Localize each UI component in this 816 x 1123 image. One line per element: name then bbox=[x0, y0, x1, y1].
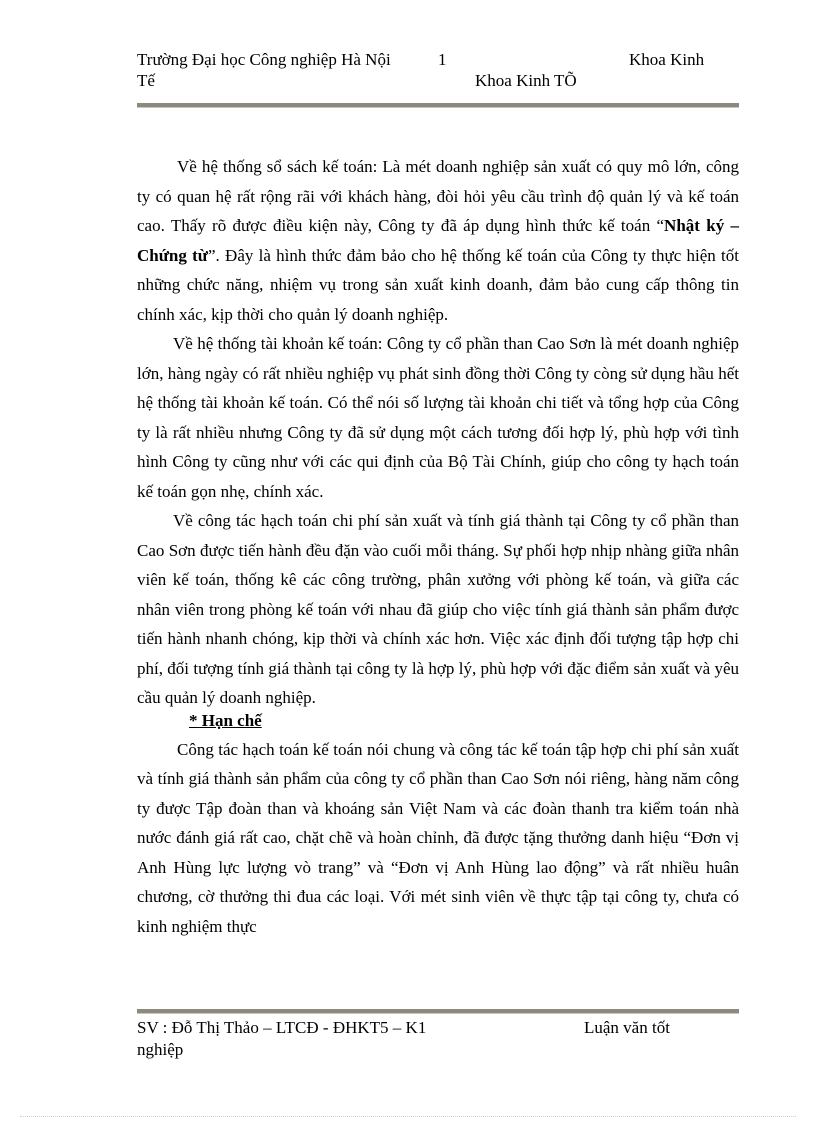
section-heading: * Hạn chế bbox=[189, 710, 262, 730]
header-page-number: 1 bbox=[438, 50, 447, 69]
page-bottom-border bbox=[20, 1116, 796, 1117]
header-faculty-center: Khoa Kinh TÕ bbox=[475, 71, 577, 90]
paragraph-3: Về công tác hạch toán chi phí sản xuất và tính giá thành tại Công ty cổ phần than Cao Sơn được tiến hành đều đặn vào cuối mỗi tháng. Sự phối hợp nhịp nhàng giữa nhân viên kế toán, thống kê các công trường, phân xưởng với phòng kế toán, và giữa các nhân viên trong phòng kế toán với nhau đã giúp cho việc tính giá thành sản phẩm được tiến hành nhanh chóng, kịp thời và chính xác hơn. Việc xác định đối tượng tập hợp chi phí, đối tượng tính giá thành tại công ty là hợp lý, phù hợp với đặc điểm sản xuất và yêu cầu quản lý doanh nghiệp. bbox=[137, 511, 739, 707]
header-faculty-right-cont: Tế bbox=[137, 71, 155, 90]
header-school: Trường Đại học Công nghiệp Hà Nội bbox=[137, 50, 391, 69]
paragraph-1-bold: Nhật ký – Chứng từ bbox=[137, 216, 739, 265]
paragraph-1-part-2: ”. Đây là hình thức đảm bảo cho hệ thống kế toán của Công ty thực hiện tốt những chức năng, nhiệm vụ trong sản xuất kinh doanh, đảm bảo cung cấp thông tin chính xác, kịp thời cho quản lý doanh nghiệp. bbox=[137, 245, 739, 324]
footer-thesis-cont: nghiệp bbox=[137, 1040, 184, 1059]
paragraph-1 bbox=[137, 152, 739, 329]
footer-thesis: Luận văn tốt bbox=[584, 1018, 670, 1037]
paragraph-2: Về hệ thống tài khoản kế toán: Công ty cổ phần than Cao Sơn là mét doanh nghiệp lớn, hàng ngày có rất nhiều nghiệp vụ phát sinh đồng thời Công ty còng sử dụng hầu hết hệ thống tài khoản kế toán. Có thể nói số lượng tài khoản chi tiết và tổng hợp của Công ty là rất nhiều nhưng Công ty đã sử dụng một cách tương đối hợp lý, phù hợp với tình hình Công ty cũng như với các qui định của Bộ Tài Chính, giúp cho công ty hạch toán kế toán gọn nhẹ, chính xác. bbox=[137, 334, 739, 501]
paragraph-4: Công tác hạch toán kế toán nói chung và công tác kế toán tập hợp chi phí sản xuất và tính giá thành sản phẩm của công ty cổ phần than Cao Sơn nói riêng, hàng năm công ty được Tập đoàn than và khoáng sản Việt Nam và các đoàn thanh tra kiểm toán nhà nước đánh giá rất cao, chặt chẽ và hoàn chỉnh, đã được tặng thưởng danh hiệu “Đơn vị Anh Hùng lực lượng vò trang” và “Đơn vị Anh Hùng lao động” và rất nhiều huân chương, cờ thưởng thi đua các loại. Với mét sinh viên về thực tập tại công ty, chưa có kinh nghiệm thực bbox=[137, 739, 739, 936]
header-rule bbox=[137, 103, 739, 108]
paragraph-1-part-1: Về hệ thống sổ sách kế toán: Là mét doanh nghiệp sản xuất có quy mô lớn, công ty có quan hệ rất rộng rãi với khách hàng, đòi hỏi yêu cầu trình độ quản lý và kế toán cao. Thấy rõ được điều kiện này, Công ty đã áp dụng hình thức kế toán “ bbox=[137, 157, 739, 235]
footer-rule bbox=[137, 1009, 739, 1014]
main-content bbox=[137, 152, 739, 941]
footer-student: SV : Đỗ Thị Thảo – LTCĐ - ĐHKT5 – K1 bbox=[137, 1018, 427, 1037]
header-faculty-right: Khoa Kinh bbox=[629, 50, 705, 69]
